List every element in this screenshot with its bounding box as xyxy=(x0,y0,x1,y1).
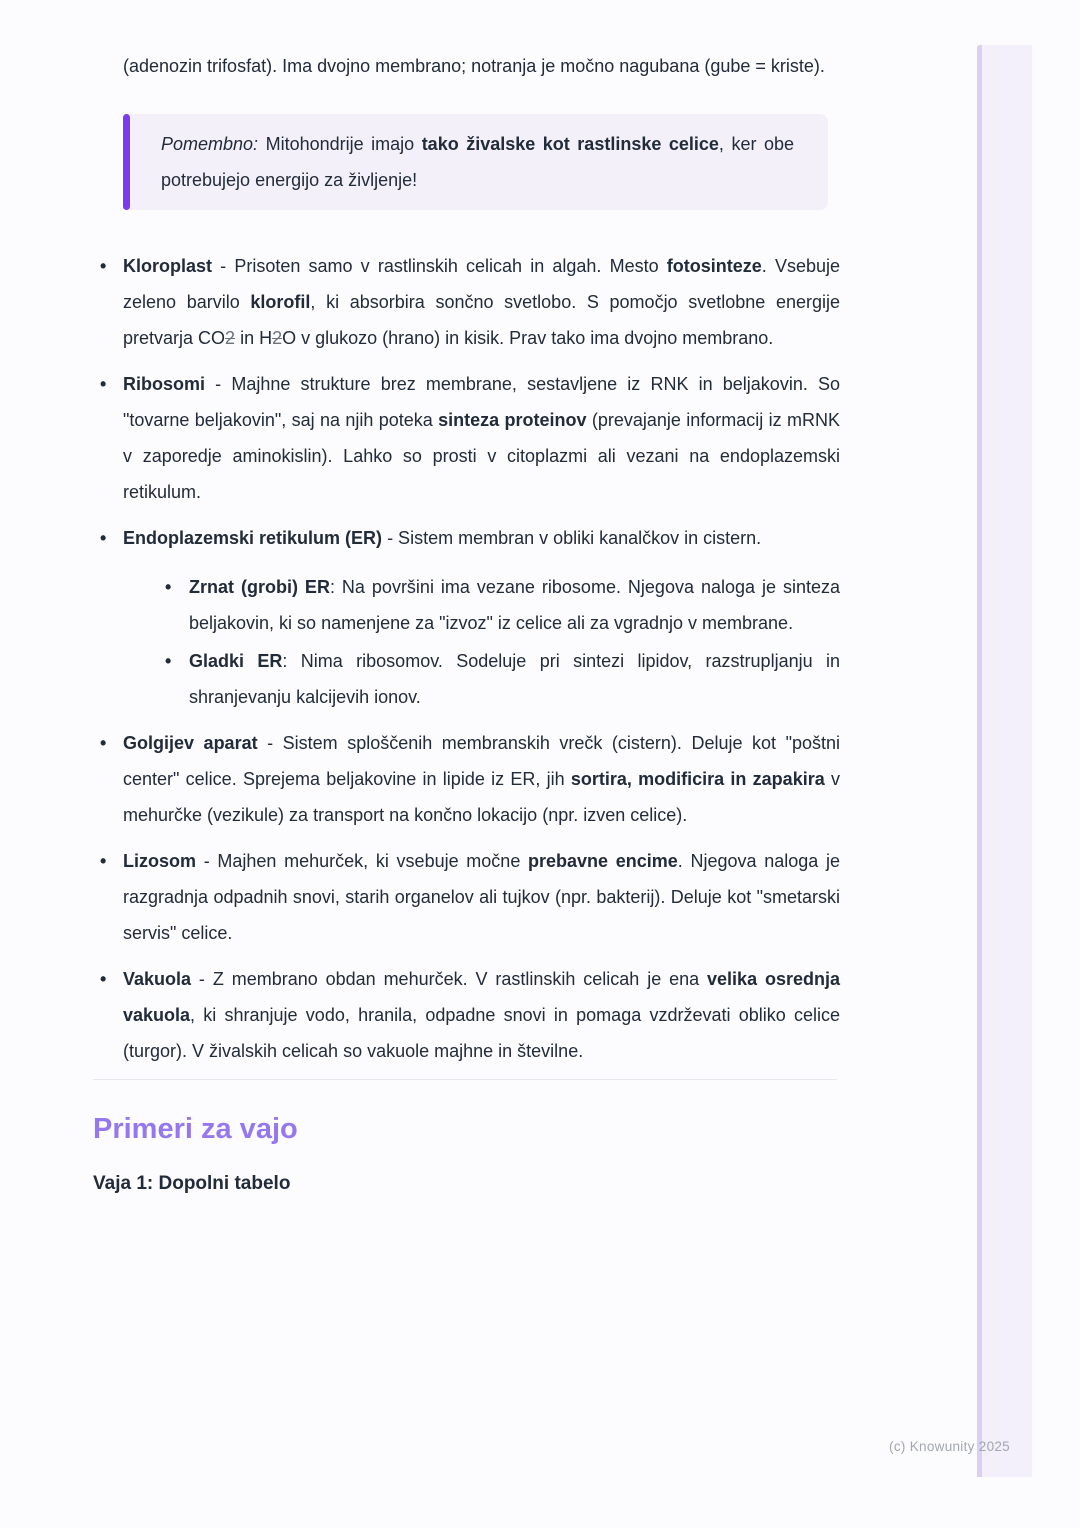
list-item-text: Zrnat (grobi) ER: Na površini ima vezane ribosome. Njegova naloga je sinteza beljakovin, ki so namenjene za "izvoz" iz celice ali za vgradnjo v membrane. xyxy=(189,577,840,633)
section-divider xyxy=(93,1079,837,1080)
exercise-title: Vaja 1: Dopolni tabelo xyxy=(93,1173,291,1194)
important-callout xyxy=(123,114,828,210)
list-item-gladki-er xyxy=(158,643,840,715)
list-item-text: Lizosom - Majhen mehurček, ki vsebuje močne prebavne encime. Njegova naloga je razgradnja odpadnih snovi, starih organelov ali tujkov (npr. bakterij). Deluje kot "smetarski servis" celice. xyxy=(123,851,840,943)
bullet-marker: • xyxy=(100,528,107,548)
organelle-list xyxy=(93,248,840,1069)
list-item-endoplazemski-retikulum xyxy=(93,520,840,715)
bullet-marker: • xyxy=(100,733,107,753)
bullet-marker: • xyxy=(100,256,107,276)
bullet-marker: • xyxy=(165,577,172,597)
callout-text: Pomembno: Mitohondrije imajo tako živalske kot rastlinske celice, ker obe potrebujejo energijo za življenje! xyxy=(161,134,794,190)
list-item-text: Golgijev aparat - Sistem sploščenih membranskih vrečk (cistern). Deluje kot "poštni center" celice. Sprejema beljakovine in lipide iz ER, jih sortira, modificira in zapakira v mehurčke (vezikule) za transport na končno lokacijo (npr. izven celice). xyxy=(123,733,841,825)
list-item-vakuola xyxy=(93,961,840,1069)
er-sublist xyxy=(158,569,840,715)
document-content xyxy=(93,0,840,1196)
list-item-text: Endoplazemski retikulum (ER) - Sistem membran v obliki kanalčkov in cistern. xyxy=(123,528,762,548)
list-item-text: Kloroplast - Prisoten samo v rastlinskih celicah in algah. Mesto fotosinteze. Vsebuje zeleno barvilo klorofil, ki absorbira sončno svetlobo. S pomočjo svetlobne energije pretvarja CO2 in H2O v glukozo (hrano) in kisik. Prav tako ima dvojno membrano. xyxy=(123,256,840,348)
watermark: (c) Knowunity 2025 xyxy=(889,1439,1010,1454)
list-item-zrnat-er xyxy=(158,569,840,641)
page-edge-strip xyxy=(977,45,1032,1477)
callout-accent-bar xyxy=(123,114,130,210)
section-heading: Primeri za vajo xyxy=(93,1113,298,1145)
list-item-text: Ribosomi - Majhne strukture brez membrane, sestavljene iz RNK in beljakovin. So "tovarne beljakovin", saj na njih poteka sinteza proteinov (prevajanje informacij iz mRNK v zaporedje aminokislin). Lahko so prosti v citoplazmi ali vezani na endoplazemski retikulum. xyxy=(123,374,840,502)
bullet-marker: • xyxy=(100,374,107,394)
list-item-text: Gladki ER: Nima ribosomov. Sodeluje pri sintezi lipidov, razstrupljanju in shranjevanju kalcijevih ionov. xyxy=(189,651,840,707)
list-item-kloroplast xyxy=(93,248,840,356)
list-item-golgijev-aparat xyxy=(93,725,840,833)
intro-paragraph: (adenozin trifosfat). Ima dvojno membrano; notranja je močno nagubana (gube = kriste). xyxy=(123,56,825,76)
bullet-marker: • xyxy=(165,651,172,671)
bullet-marker: • xyxy=(100,851,107,871)
list-item-text: Vakuola - Z membrano obdan mehurček. V rastlinskih celicah je ena velika osrednja vakuola, ki shranjuje vodo, hranila, odpadne snovi in pomaga vzdrževati obliko celice (turgor). V živalskih celicah so vakuole majhne in številne. xyxy=(123,969,840,1061)
list-item-ribosomi xyxy=(93,366,840,510)
bullet-marker: • xyxy=(100,969,107,989)
list-item-lizosom xyxy=(93,843,840,951)
